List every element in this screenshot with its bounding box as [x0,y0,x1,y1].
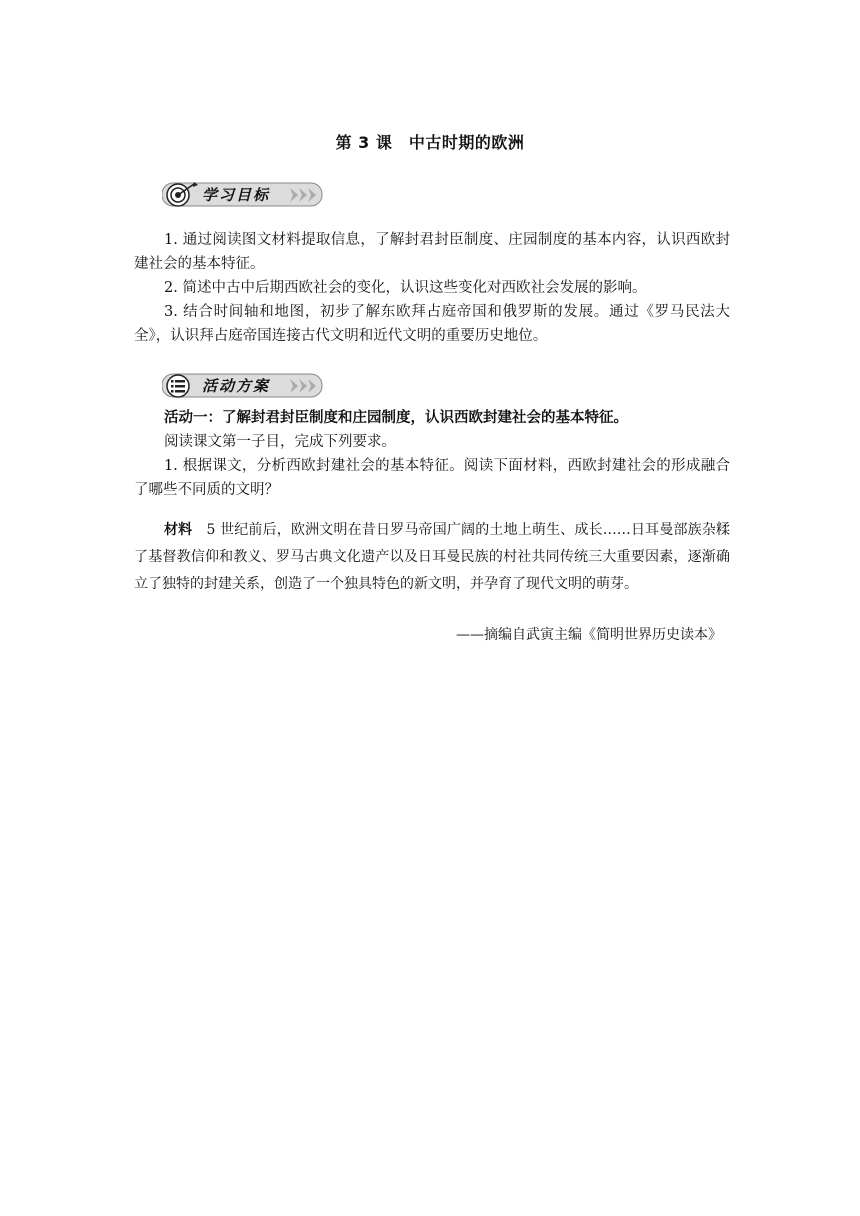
goal-item: 2. 简述中古中后期西欧社会的变化，认识这些变化对西欧社会发展的影响。 [164,280,647,296]
goal-item: 1. 通过阅读图文材料提取信息，了解封君封臣制度、庄园制度的基本内容，认识西欧封建社会的基本特征。 [134,232,730,272]
material-text: 5 世纪前后，欧洲文明在昔日罗马帝国广阔的土地上萌生、成长……日耳曼部族杂糅了基督教信仰和教义、罗马古典文化遗产以及日耳曼民族的村社共同传统三大重要因素，逐渐确立了独特的封建关系，创造了一个独具特色的新文明，并孕育了现代文明的萌芽。 [134,522,731,592]
material-label: 材料 [164,522,193,538]
activity-body [134,406,730,502]
activity-question: 1. 根据课文，分析西欧封建社会的基本特征。阅读下面材料，西欧封建社会的形成融合了哪些不同质的文明？ [134,458,730,498]
section-label-activity: 活动方案 [202,377,271,395]
goal-item: 3. 结合时间轴和地图，初步了解东欧拜占庭帝国和俄罗斯的发展。通过《罗马民法大全》，认识拜占庭帝国连接古代文明和近代文明的重要历史地位。 [134,304,730,344]
section-label-goals: 学习目标 [202,186,271,204]
page-title: 第 3 课 中古时期的欧洲 [335,133,525,152]
goals-list [134,228,730,348]
section-banner-activity [162,373,332,399]
activity-title: 活动一：了解封君封臣制度和庄园制度，认识西欧封建社会的基本特征。 [164,410,628,426]
activity-instruction: 阅读课文第一子目，完成下列要求。 [164,434,396,450]
material-block [134,517,730,598]
material-source: ——摘编自武寅主编《简明世界历史读本》 [456,627,722,643]
section-banner-goals [162,182,332,208]
